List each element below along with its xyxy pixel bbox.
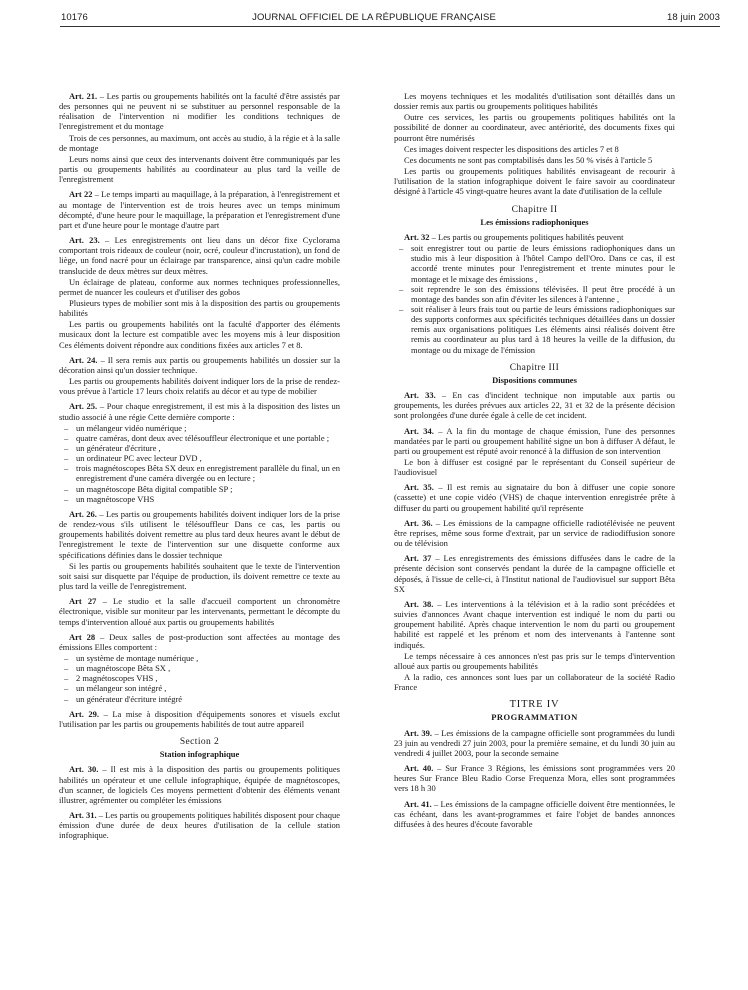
section-number: TITRE IV (509, 699, 560, 711)
article-label: Art. 21. (69, 91, 98, 101)
issue-date: 18 juin 2003 (667, 12, 720, 23)
section-title: Les émissions radiophoniques (480, 216, 589, 227)
article-paragraph (59, 355, 340, 375)
paragraph-text: Ces documents ne sont pas comptabilisés dans les 50 % visés à l'article 5 (404, 154, 653, 165)
article-paragraph (59, 509, 340, 560)
section-number: Section 2 (179, 737, 220, 748)
paragraph-text: Les moyens techniques et les modalités d'utilisation sont détaillés dans un dossier remis aux partis ou groupements politiques habilités (394, 91, 675, 112)
paragraph-text: – Les émissions de la campagne officielle radiotélévisée ne peuvent être reprises, même sous forme d'extrait, par un service de radiodiffusion sonore ou de télévision (394, 517, 675, 549)
paragraph-text: – En cas d'incident technique non imputable aux partis ou groupements, les durées prévues aux articles 22, 31 et 32 de la présente décision sont prolongées d'une durée égale à celle de cet incident. (394, 390, 675, 421)
page-header (0, 0, 748, 30)
paragraph (59, 319, 340, 349)
paragraph-text: Plusieurs types de mobilier sont mis à la disposition des partis ou groupements habilités (59, 297, 340, 319)
article-label: Art. 24. (69, 354, 98, 365)
dash-list (394, 243, 675, 355)
article-label: Art 28 (69, 631, 96, 642)
paragraph-text: – Les émissions de la campagne officielle sont programmées du lundi 23 juin au vendredi 27 juin 2003, pour la première semaine, et du lundi 30 juin au vendredi 4 juillet 2003, pour la seconde semaine (394, 727, 675, 758)
article-paragraph (394, 599, 675, 650)
article-paragraph (394, 799, 675, 829)
paragraph-text: – Les partis ou groupements politiques habilités peuvent (429, 231, 624, 242)
paragraph (59, 298, 340, 318)
paragraph-text: Les partis ou groupements habilités ont la faculté d'apporter des éléments musicaux dont la lecture est compatible avec les moyens mis à leur disposition Ces éléments doivent répondre aux conditions fixées aux articles 7 et 8. (59, 319, 340, 350)
article-label: Art. 39. (404, 727, 432, 738)
paragraph (394, 91, 675, 111)
paragraph-text: Les partis ou groupements politiques habilités envisageant de recourir à l'utilisation de la station infographique doivent le faire savoir au coordinateur désigné à l'article 45 vingt-quatre heures avant la date d'utilisation de la cellule (394, 166, 675, 197)
section-title: PROGRAMMATION (491, 712, 578, 723)
list-item: – un mélangeur son intégré , (59, 683, 340, 693)
article-paragraph (59, 632, 340, 652)
section-heading (394, 205, 675, 227)
paragraph-text: – Il est remis au signataire du bon à diffuser une copie sonore (cassette) et une copie vidéo (VHS) de chaque intervention enregistrée prête à diffuser du parti ou groupement habilité qu'il représente (394, 482, 675, 513)
article-label: Art. 41. (404, 798, 432, 809)
article-paragraph (394, 232, 675, 242)
page-number: 10176 (61, 12, 88, 23)
paragraph (394, 457, 675, 477)
article-paragraph (394, 518, 675, 548)
article-label: Art. 40. (404, 763, 434, 774)
section-number: Chapitre II (511, 204, 558, 215)
left-column (59, 91, 340, 841)
section-heading (394, 363, 675, 385)
paragraph-text: – Les enregistrements des émissions diffusées dans le cadre de la présente décision sont conservés pendant la durée de la campagne officielle et déposés, à l'issue de celle-ci, à l'Institut national de l'audiovisuel sur support Bêta SX (394, 553, 675, 594)
paragraph (59, 133, 340, 153)
dash-list (59, 653, 340, 704)
list-item: – un générateur d'écriture intégré (59, 694, 340, 704)
dash-list (59, 423, 340, 504)
paragraph (394, 155, 675, 165)
paragraph-text: A la radio, ces annonces sont lues par un collaborateur de la société Radio France (394, 671, 675, 693)
paragraph (59, 376, 340, 396)
paragraph-text: Outre ces services, les partis ou groupements politiques habilités ont la possibilité de donner au coordinateur, avec antériorité, des documents fixes qui pourront être numérisés (394, 112, 675, 143)
paragraph (394, 166, 675, 196)
article-label: Art. 35. (404, 482, 434, 493)
article-label: Art. 23. (69, 235, 100, 246)
paragraph-text: Le bon à diffuser est cosigné par le représentant du Conseil supérieur de l'audiovisuel (394, 457, 675, 478)
list-item: – soit enregistrer tout ou partie de leurs émissions radiophoniques dans un studio mis à leur disposition à l'hôtel Campo dell'Oro. Dans ce cas, il est accordé trente minutes pour l'enregistrement et trente minutes pour le montage et le mixage des émissions , (394, 243, 675, 284)
paragraph-text: – Les émissions de la campagne officielle doivent être mentionnées, le cas échéant, dans les avant-programmes et faire l'objet de bandes annonces diffusées à des heures d'écoute favorable (394, 798, 675, 829)
article-paragraph (59, 189, 340, 230)
article-paragraph (59, 596, 340, 626)
article-label: Art. 34. (404, 425, 434, 436)
list-item: – un générateur d'écriture , (59, 443, 340, 453)
list-item: – soit réaliser à leurs frais tout ou partie de leurs émissions radiophoniques sur des supports conformes aux spécificités techniques détaillées dans un dossier remis aux organisations politiques Les éléments ainsi réalisés doivent être remis au coordinateur au plus tard à 18 heures la veille de la diffusion, du montage ou du mixage de l'émission (394, 304, 675, 355)
list-item: – un magnétoscope Bêta SX , (59, 663, 340, 673)
paragraph-text: – Sur France 3 Régions, les émissions sont programmées vers 20 heures Sur France Bleu Radio Corse Frequenza Mora, elles sont programmées vers 18 h 30 (394, 763, 675, 794)
article-paragraph (394, 390, 675, 420)
paragraph-text: – Les partis ou groupements politiques habilités disposent pour chaque émission d'une durée de deux heures d'utilisation de la cellule station infographique. (59, 810, 340, 841)
article-paragraph (59, 235, 340, 276)
paragraph-text: – La mise à disposition d'équipements sonores et visuels exclut l'utilisation par les partis ou groupements habilités de tout autre appareil (59, 708, 340, 729)
list-item: – un ordinateur PC avec lecteur DVD , (59, 453, 340, 463)
article-paragraph (59, 764, 340, 805)
paragraph-text: – Deux salles de post-production sont affectées au montage des émissions Elles comportent : (59, 631, 340, 652)
right-column (394, 91, 675, 830)
paragraph (394, 144, 675, 154)
list-item: – un mélangeur vidéo numérique ; (59, 423, 340, 433)
article-label: Art. 31. (69, 810, 97, 820)
section-heading (59, 737, 340, 759)
paragraph-text: Trois de ces personnes, au maximum, ont accès au studio, à la régie et à la salle de montage (59, 132, 340, 153)
paragraph-text: – Les enregistrements ont lieu dans un décor fixe Cyclorama comportant trois rideaux de couleur (noir, ocré, couleur d'incrustation), un fond de liège, un fond nacré pour un éclairage par transparence, ainsi qu'un cadre mobile translucide de deux mètres sur deux mètres. (59, 235, 340, 276)
paragraph-text: – Pour chaque enregistrement, il est mis à la disposition des listes un studio associé à une régie Cette dernière comporte : (59, 401, 340, 422)
article-label: Art. 29. (69, 708, 100, 719)
article-paragraph (394, 426, 675, 456)
article-paragraph (59, 91, 340, 132)
article-paragraph (59, 709, 340, 729)
list-item: – trois magnétoscopes Bêta SX deux en enregistrement parallèle du final, un en enregistrement d'une caméra divergée ou en lecture ; (59, 463, 340, 483)
list-item: – un magnétoscope Bêta digital compatible SP ; (59, 484, 340, 494)
section-heading (394, 700, 675, 722)
paragraph-text: Leurs noms ainsi que ceux des intervenants doivent être communiqués par les partis ou groupements habilités au coordinateur au plus tard la veille de l'enregistrement (59, 153, 340, 185)
article-paragraph (394, 728, 675, 758)
section-number: Chapitre III (509, 362, 560, 373)
section-title: Station infographique (159, 749, 240, 760)
article-paragraph (394, 763, 675, 793)
article-label: Art. 36. (404, 517, 433, 528)
paragraph-text: – Les partis ou groupements habilités doivent indiquer lors de la prise de rendez-vous s'ils utilisent le télésouffleur Dans ce cas, les partis ou groupements habilités doivent remettre au plus tard deux heures avant le début de l'enregistrement le texte de l'intervention sur une disquette conforme aux spécifications définies dans le dossier technique (59, 508, 340, 560)
paragraph-text: Ces images doivent respecter les dispositions des articles 7 et 8 (404, 143, 619, 154)
paragraph-text: Si les partis ou groupements habilités souhaitent que le texte de l'intervention soit saisi sur disquette par l'équipe de production, ils doivent remettre ce texte au plus tard la veille de l'enregistrement. (59, 560, 340, 592)
section-title: Dispositions communes (492, 374, 577, 385)
paragraph (59, 154, 340, 184)
paragraph-text: Les partis ou groupements habilités doivent indiquer lors de la prise de rendez-vous prévue à l'article 17 leurs choix relatifs au décor et au type de mobilier (59, 376, 340, 397)
article-label: Art. 38. (404, 598, 434, 609)
paragraph-text: – Le studio et la salle d'accueil comportent un chronomètre électronique, visible sur moniteur par les intervenants, permettant le décompte du temps d'intervention alloué aux partis ou groupements habilités (59, 596, 340, 627)
paragraph (59, 561, 340, 591)
paragraph-text: – A la fin du montage de chaque émission, l'une des personnes mandatées par le parti ou groupement habilité signe un bon à diffuser A défaut, le parti ou groupement est réputé avoir renoncé à la diffusion de son intervention (394, 425, 675, 456)
paragraph-text: Le temps nécessaire à ces annonces n'est pas pris sur le temps d'intervention alloué aux partis ou groupements habilités (394, 650, 675, 671)
list-item: – un système de montage numérique , (59, 653, 340, 663)
paragraph (394, 112, 675, 142)
paragraph (394, 672, 675, 692)
paragraph (394, 651, 675, 671)
list-item: – soit reprendre le son des émissions télévisées. Il peut être procédé à un montage des bandes son afin d'éviter les silences à l'antenne , (394, 284, 675, 304)
article-paragraph (59, 810, 340, 840)
header-rule (60, 26, 720, 27)
list-item: – quatre caméras, dont deux avec télésouffleur électronique et une portable ; (59, 433, 340, 443)
article-label: Art. 30. (69, 764, 99, 775)
article-label: Art. 26. (69, 508, 97, 519)
article-paragraph (59, 401, 340, 421)
article-label: Art. 25. (69, 401, 98, 412)
paragraph (59, 277, 340, 297)
paragraph-text: – Il sera remis aux partis ou groupements habilités un dossier sur la décoration ainsi qu'un dossier technique. (59, 354, 340, 375)
journal-title: JOURNAL OFFICIEL DE LA RÉPUBLIQUE FRANÇAISE (252, 12, 496, 23)
list-item: – un magnétoscope VHS (59, 494, 340, 504)
paragraph-text: – Les partis ou groupements habilités ont la faculté d'être assistés par des personnes qui ne peuvent ni se substituer au personnel responsable de la réalisation de l'intervention ni modifier les conditions techniques de l'enregistrement et du montage (59, 91, 340, 132)
paragraph-text: Un éclairage de plateau, conforme aux normes techniques professionnelles, permet de nuancer les couleurs et d'utiliser des gobos (59, 276, 340, 297)
article-paragraph (394, 482, 675, 512)
article-paragraph (394, 553, 675, 594)
article-label: Art. 33. (404, 390, 436, 401)
article-label: Art. 37 (404, 553, 432, 564)
article-label: Art 27 (69, 596, 97, 607)
paragraph-text: – Le temps imparti au maquillage, à la préparation, à l'enregistrement et au montage de l'intervention est de trois heures avec un temps minimum décompté, d'une heure pour le maquillage, la préparation et l'enregistrement d'une part et d'une heure pour le montage d'autre part (59, 189, 340, 230)
article-label: Art 22 (69, 189, 93, 200)
list-item: – 2 magnétoscopes VHS , (59, 673, 340, 683)
paragraph-text: – Il est mis à la disposition des partis ou groupements politiques habilités un opérateur et une cellule infographique, équipée de magnétoscopes, d'un scanner, de logiciels Ces moyens permettent d'obtenir des éléments venant illustrer, agrémenter ou compléter les émissions (59, 764, 340, 805)
article-label: Art. 32 (404, 231, 430, 242)
paragraph-text: – Les interventions à la télévision et à la radio sont précédées et suivies d'annonces Avant chaque intervention est indiqué le nom du parti ou groupement habilité. Après chaque intervention le nom du parti ou groupement habilité est rappelé et les prénom et nom des intervenants à l'antenne sont indiqués. (394, 598, 675, 650)
